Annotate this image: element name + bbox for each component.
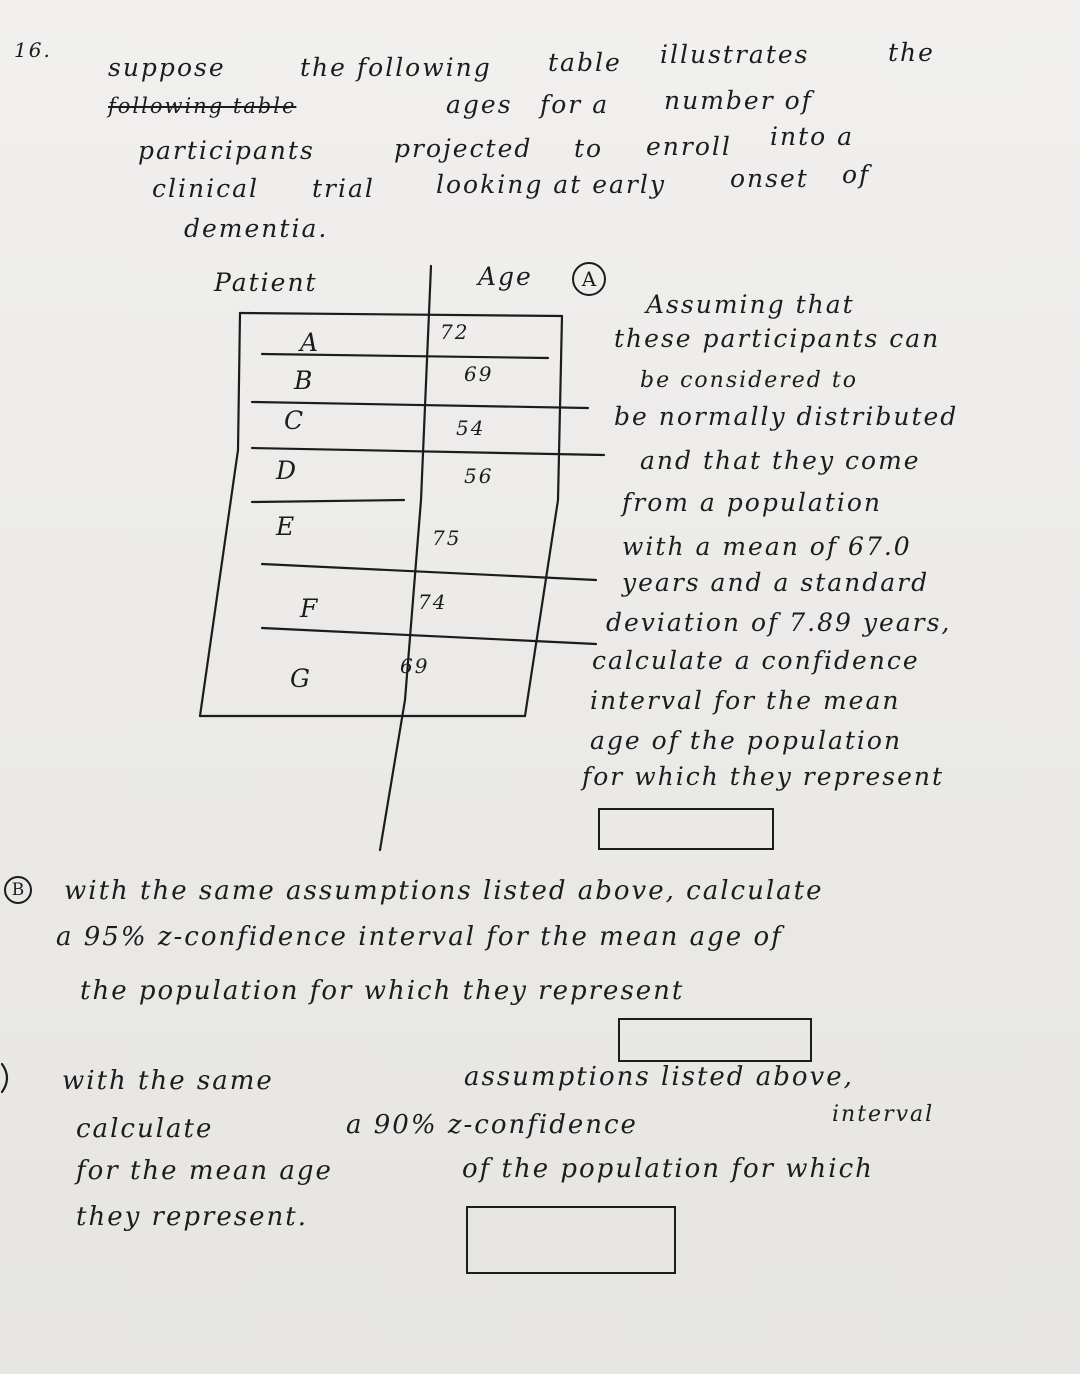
table-cell-age: 75 — [432, 526, 462, 550]
part-c-line: interval — [832, 1102, 935, 1127]
intro-word: illustrates — [660, 40, 810, 69]
header-age: Age — [478, 262, 533, 291]
intro-word: the following — [300, 53, 492, 82]
part-a-line: be normally distributed — [614, 402, 959, 431]
part-a-line: calculate a confidence — [592, 646, 920, 675]
intro-word: for a — [540, 90, 610, 119]
table-cell-patient: C — [284, 406, 306, 435]
intro-word: the — [888, 38, 935, 67]
part-a-line: interval for the mean — [590, 686, 901, 715]
table-cell-patient: E — [276, 512, 297, 541]
part-c-line: they represent. — [76, 1202, 308, 1232]
part-a-line: be considered to — [640, 368, 858, 393]
intro-word: into a — [770, 122, 855, 151]
part-c-line: assumptions listed above, — [464, 1062, 854, 1092]
intro-word: looking at early — [436, 170, 666, 199]
part-b-marker: B — [4, 874, 32, 904]
header-patient: Patient — [214, 268, 318, 297]
problem-number: 16. — [14, 38, 52, 62]
part-a-line: from a population — [622, 488, 883, 517]
intro-word: enroll — [646, 132, 732, 161]
intro-word: dementia. — [184, 214, 329, 243]
part-a-line: Assuming that — [646, 290, 855, 319]
part-c-marker — [0, 1060, 20, 1100]
part-a-line: deviation of 7.89 years, — [606, 608, 952, 637]
table-cell-age: 74 — [418, 590, 448, 614]
part-a-line: age of the population — [590, 726, 903, 755]
part-b-answer-box[interactable] — [618, 1018, 812, 1062]
table-cell-patient: G — [290, 664, 312, 693]
part-a-line: with a mean of 67.0 — [622, 532, 912, 561]
intro-word: projected — [394, 134, 533, 163]
intro-word: trial — [312, 174, 375, 203]
part-b-line: with the same assumptions listed above, calculate — [64, 876, 824, 906]
table-cell-age: 69 — [464, 362, 494, 386]
struck-text: following table — [108, 94, 297, 118]
intro-word: participants — [138, 136, 315, 165]
part-c-line: of the population for which — [462, 1154, 874, 1184]
intro-word: of — [842, 160, 871, 189]
part-b-line: the population for which they represent — [80, 976, 685, 1006]
part-c-answer-box[interactable] — [466, 1206, 676, 1274]
part-c-line: a 90% z-confidence — [346, 1110, 638, 1140]
table-cell-patient: D — [276, 456, 299, 485]
part-a-line: and that they come — [640, 446, 921, 475]
part-b-line: a 95% z-confidence interval for the mean age of — [56, 922, 783, 952]
table-cell-age: 72 — [440, 320, 470, 344]
intro-word: ages — [446, 90, 513, 119]
table-cell-age: 69 — [400, 654, 430, 678]
table-cell-patient: B — [294, 366, 315, 395]
intro-word: number of — [664, 86, 813, 115]
part-c-line: calculate — [76, 1114, 214, 1144]
part-a-marker: A — [572, 262, 606, 296]
part-c-line: for the mean age — [76, 1156, 333, 1186]
intro-word: to — [574, 134, 604, 163]
table-cell-age: 56 — [464, 464, 494, 488]
intro-word: clinical — [152, 174, 259, 203]
table-cell-patient: A — [300, 328, 321, 357]
intro-word: onset — [730, 164, 809, 193]
intro-word: suppose — [108, 53, 226, 82]
table-cell-patient: F — [300, 594, 320, 623]
part-a-answer-box[interactable] — [598, 808, 774, 850]
part-a-line: for which they represent — [582, 762, 945, 791]
part-a-line: years and a standard — [622, 568, 930, 597]
intro-word: table — [548, 48, 622, 77]
table-cell-age: 54 — [456, 416, 486, 440]
part-a-line: these participants can — [614, 324, 941, 353]
part-c-line: with the same — [62, 1066, 274, 1096]
